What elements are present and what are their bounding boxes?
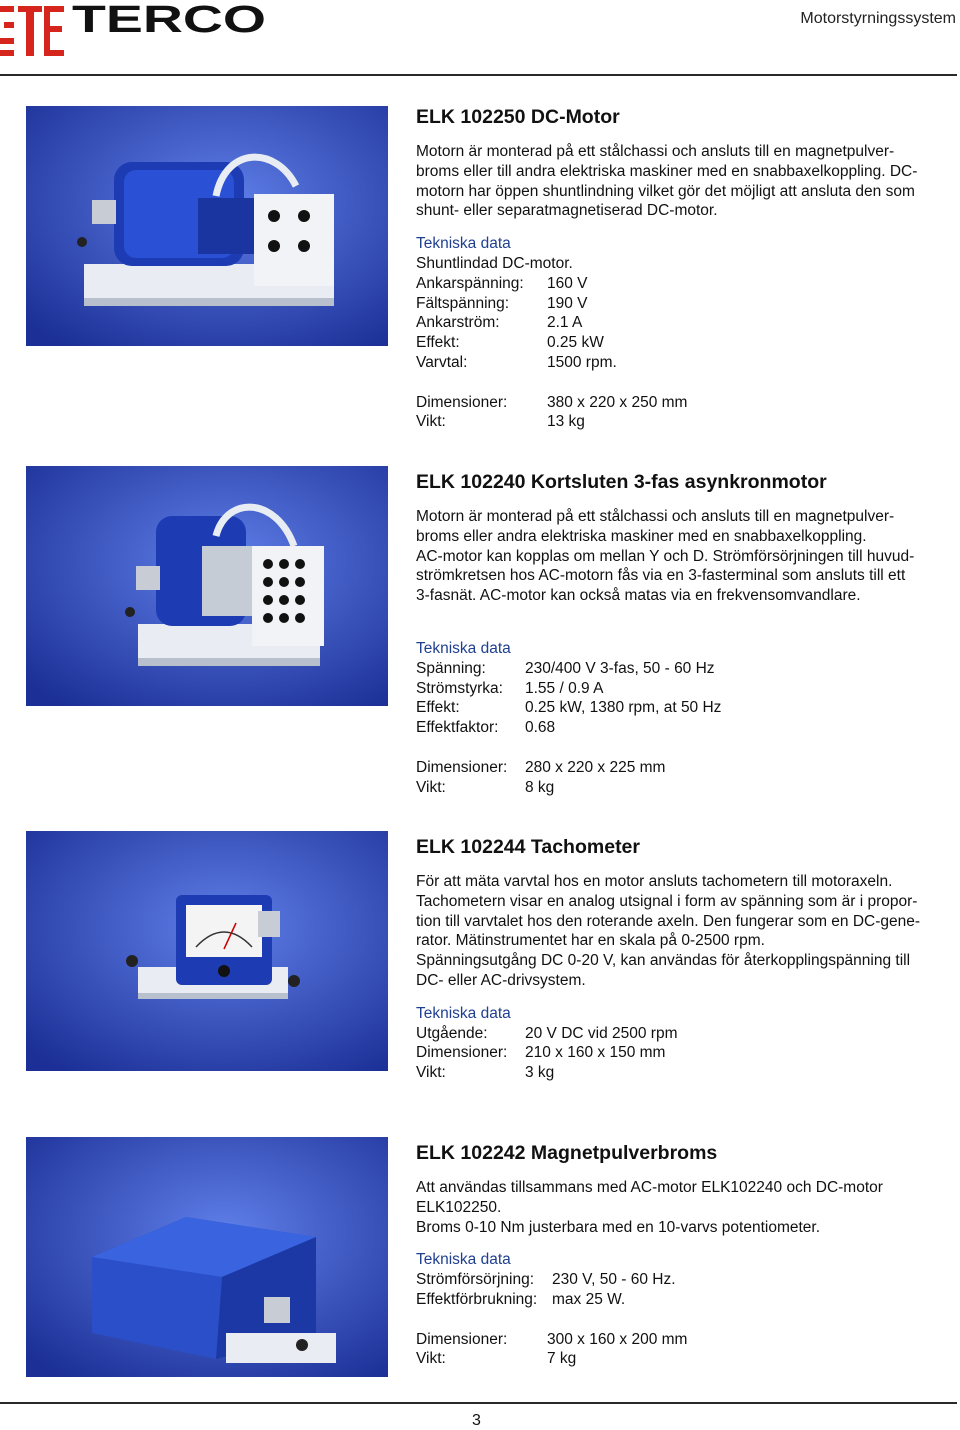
tech-data-heading: Tekniska data [416, 1004, 511, 1022]
description-line: broms eller andra elektriska maskiner med en snabbaxelkoppling. [416, 527, 867, 545]
spec-value: 1500 rpm. [547, 353, 617, 371]
spec-row [416, 659, 956, 679]
dc-motor-photo [26, 106, 388, 346]
description-line: tion till varvtalet hos den roterande axeln. Den fungerar som en DC-gene- [416, 912, 921, 930]
description-line: Broms 0-10 Nm justerbara med en 10-varvs potentiometer. [416, 1218, 821, 1236]
spacer [416, 738, 956, 758]
spec-label: Dimensioner: [416, 1044, 508, 1062]
logo-text: TERCO [72, 0, 266, 41]
spec-value: 230 V, 50 - 60 Hz. [552, 1271, 676, 1289]
spec-value: max 25 W. [552, 1290, 626, 1308]
spec-row [416, 679, 956, 699]
spec-intro: Shuntlindad DC-motor. [416, 254, 573, 272]
spec-list [416, 1270, 956, 1310]
spec-label: Strömstyrka: [416, 679, 503, 697]
spec-label: Strömförsörjning: [416, 1271, 535, 1289]
spec-label: Effekt: [416, 334, 460, 352]
description-line: strömkretsen hos AC-motorn fås via en 3-fasterminal som ansluts till ett [416, 567, 906, 585]
section-title: ELK 102240 Kortsluten 3-fas asynkronmotor [416, 471, 827, 493]
spec-value: 280 x 220 x 225 mm [525, 758, 666, 776]
spec-label: Vikt: [416, 1064, 446, 1082]
spec-label: Varvtal: [416, 353, 468, 371]
description-line: För att mäta varvtal hos en motor ansluts tachometern till motoraxeln. [416, 873, 893, 890]
spec-label: Dimensioner: [416, 393, 508, 411]
spec-row [416, 333, 956, 353]
spec-label: Ankarspänning: [416, 274, 524, 292]
spec-label: Vikt: [416, 1350, 446, 1368]
tech-data-heading: Tekniska data [416, 235, 511, 253]
spec-label: Fältspänning: [416, 294, 510, 312]
description-line: Tachometern visar en analog utsignal i form av spänning som är i propor- [416, 892, 918, 910]
section-description [416, 1178, 956, 1237]
spec-value: 380 x 220 x 250 mm [547, 393, 688, 411]
spec-value: 3 kg [525, 1064, 555, 1082]
description-line: Att användas tillsammans med AC-motor ELK102240 och DC-motor [416, 1179, 883, 1196]
section-ac-motor [416, 471, 956, 797]
spec-label: Utgående: [416, 1024, 488, 1042]
spec-row [416, 294, 956, 314]
spec-label: Effektfaktor: [416, 719, 499, 737]
terco-logo [0, 0, 270, 60]
section-magnetic-brake [416, 1142, 956, 1369]
spec-list [416, 659, 956, 738]
dimension-list [416, 758, 956, 798]
description-line: Motorn är monterad på ett stålchassi och ansluts till en magnetpulver- [416, 143, 895, 160]
tachometer-photo [26, 831, 388, 1071]
description-line: broms eller till andra elektriska maskiner med en snabbaxelkoppling. DC- [416, 162, 918, 180]
spec-label: Effektförbrukning: [416, 1290, 538, 1308]
spec-row [416, 393, 956, 413]
description-line: shunt- eller separatmagnetiserad DC-motor. [416, 202, 718, 220]
description-line: motorn har öppen shuntlindning vilket gör det möjligt att ansluta den som [416, 182, 915, 200]
spec-list [416, 274, 956, 373]
spec-label: Spänning: [416, 659, 486, 677]
spec-row [416, 313, 956, 333]
spec-row [416, 1290, 956, 1310]
spec-row [416, 274, 956, 294]
description-line: 3-fasnät. AC-motor kan också matas via en frekvensomvandlare. [416, 587, 861, 605]
footer-rule [0, 1402, 957, 1404]
description-line: Spänningsutgång DC 0-20 V, kan användas för återkopplingspänning till [416, 952, 911, 970]
spec-row [416, 353, 956, 373]
spec-label: Vikt: [416, 413, 446, 431]
spec-value: 7 kg [547, 1350, 577, 1368]
tech-data-heading: Tekniska data [416, 639, 511, 657]
spec-label: Dimensioner: [416, 1330, 508, 1348]
spec-row [416, 1024, 956, 1044]
page-number: 3 [472, 1412, 481, 1429]
spec-value: 2.1 A [547, 314, 583, 332]
spec-row [416, 1330, 956, 1350]
magnetic-brake-photo [26, 1137, 388, 1377]
description-line: ELK102250. [416, 1198, 502, 1216]
section-dc-motor [416, 106, 956, 432]
spec-value: 0.68 [525, 719, 556, 737]
spec-value: 300 x 160 x 200 mm [547, 1330, 688, 1348]
logo-mark-icon [0, 6, 64, 56]
header-rule [0, 74, 957, 76]
spec-row [416, 1349, 956, 1369]
spec-value: 0.25 kW, 1380 rpm, at 50 Hz [525, 699, 722, 717]
section-description [416, 872, 956, 991]
spec-value: 8 kg [525, 778, 555, 796]
dimension-list [416, 1330, 956, 1370]
document-title: Motorstyrningssystem [800, 10, 956, 27]
spec-value: 0.25 kW [547, 334, 604, 352]
section-description [416, 507, 956, 606]
dimension-list [416, 393, 956, 433]
section-title: ELK 102244 Tachometer [416, 836, 640, 858]
description-line: DC- eller AC-drivsystem. [416, 971, 586, 989]
spec-value: 13 kg [547, 413, 585, 431]
spec-row [416, 698, 956, 718]
ac-motor-photo [26, 466, 388, 706]
spec-row [416, 778, 956, 798]
spec-row [416, 412, 956, 432]
spacer [416, 1310, 956, 1330]
spec-value: 210 x 160 x 150 mm [525, 1044, 666, 1062]
spec-row [416, 718, 956, 738]
section-tachometer [416, 836, 956, 1083]
spec-value: 1.55 / 0.9 A [525, 679, 604, 697]
spec-label: Ankarström: [416, 314, 500, 332]
section-description [416, 142, 956, 221]
spec-value: 230/400 V 3-fas, 50 - 60 Hz [525, 659, 715, 677]
spec-row [416, 758, 956, 778]
spec-value: 160 V [547, 274, 588, 292]
spacer [416, 373, 956, 393]
description-line: AC-motor kan kopplas om mellan Y och D. Strömförsörjningen till huvud- [416, 547, 915, 565]
description-line: Motorn är monterad på ett stålchassi och ansluts till en magnetpulver- [416, 508, 895, 525]
spec-row [416, 1270, 956, 1290]
spec-label: Vikt: [416, 778, 446, 796]
spec-label: Dimensioner: [416, 758, 508, 776]
spec-value: 20 V DC vid 2500 rpm [525, 1024, 678, 1042]
section-title: ELK 102242 Magnetpulverbroms [416, 1142, 718, 1164]
spec-list [416, 1024, 956, 1083]
description-line: rator. Mätinstrumentet har en skala på 0-2500 rpm. [416, 932, 765, 950]
spec-row [416, 1063, 956, 1083]
page-header [0, 0, 960, 76]
spec-value: 190 V [547, 294, 588, 312]
tech-data-heading: Tekniska data [416, 1251, 511, 1269]
spec-label: Effekt: [416, 699, 460, 717]
spec-row [416, 1043, 956, 1063]
section-title: ELK 102250 DC-Motor [416, 106, 620, 128]
